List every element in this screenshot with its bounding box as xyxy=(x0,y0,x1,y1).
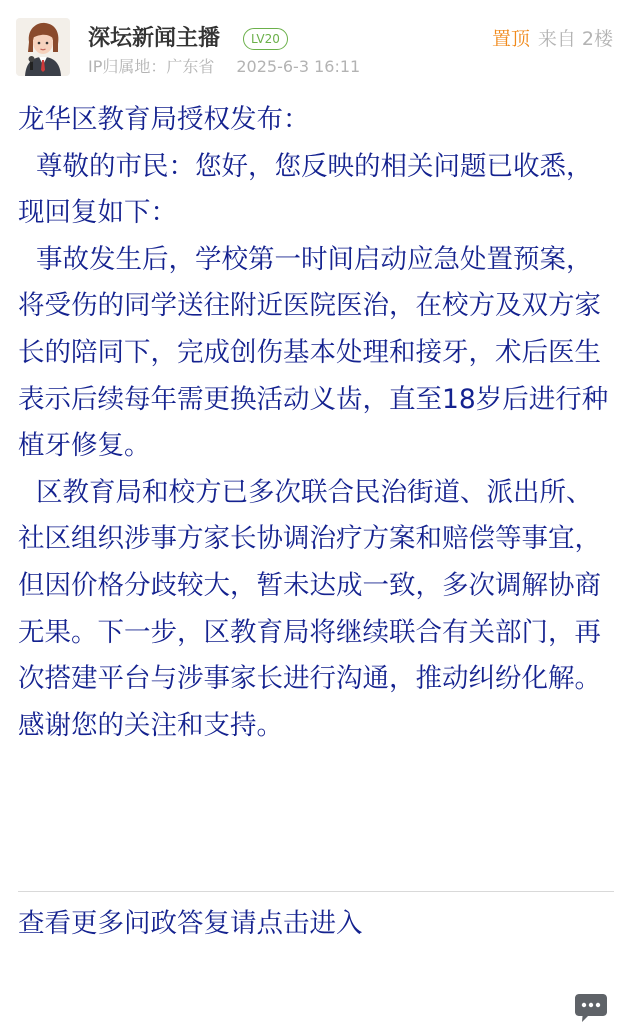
post-header xyxy=(0,0,630,90)
author-name[interactable]: 深坛新闻主播 xyxy=(88,26,221,51)
content-paragraph-4: 区教育局和校方已多次联合民治街道、派出所、社区组织涉事方家长协调治疗方案和赔偿等事宜，但因价格分歧较大，暂未达成一致，多次调解协商无果。下一步，区教育局将继续联合有关部门，再次搭建平台与涉事家长进行沟通，推动纠纷化解。感谢您的关注和支持。 xyxy=(18,476,601,741)
content-paragraph-3: 事故发生后，学校第一时间启动应急处置预案，将受伤的同学送往附近医院医治，在校方及双方家长的陪同下，完成创伤基本处理和接牙，术后医生表示后续每年需更换活动义齿，直至18岁后进行种植牙修复。 xyxy=(18,243,609,462)
avatar-illustration xyxy=(16,18,70,76)
comment-bubble-icon[interactable] xyxy=(574,992,608,1024)
content-paragraph-2: 尊敬的市民：您好，您反映的相关问题已收悉，现回复如下： xyxy=(18,150,593,229)
pinned-label: 置顶 xyxy=(491,28,530,50)
level-badge: LV20 xyxy=(243,28,288,50)
floor-label: 来自 2楼 xyxy=(537,28,613,50)
more-replies-link[interactable]: 查看更多问政答复请点击进入 xyxy=(18,908,363,939)
content-paragraph-1: 龙华区教育局授权发布： xyxy=(18,104,310,135)
post-content xyxy=(18,97,614,749)
divider xyxy=(18,891,614,892)
post-date: 2025-6-3 16:11 xyxy=(236,57,361,76)
avatar[interactable] xyxy=(16,18,70,76)
ip-location: IP归属地：广东省 xyxy=(88,57,215,76)
post-meta xyxy=(88,57,360,77)
